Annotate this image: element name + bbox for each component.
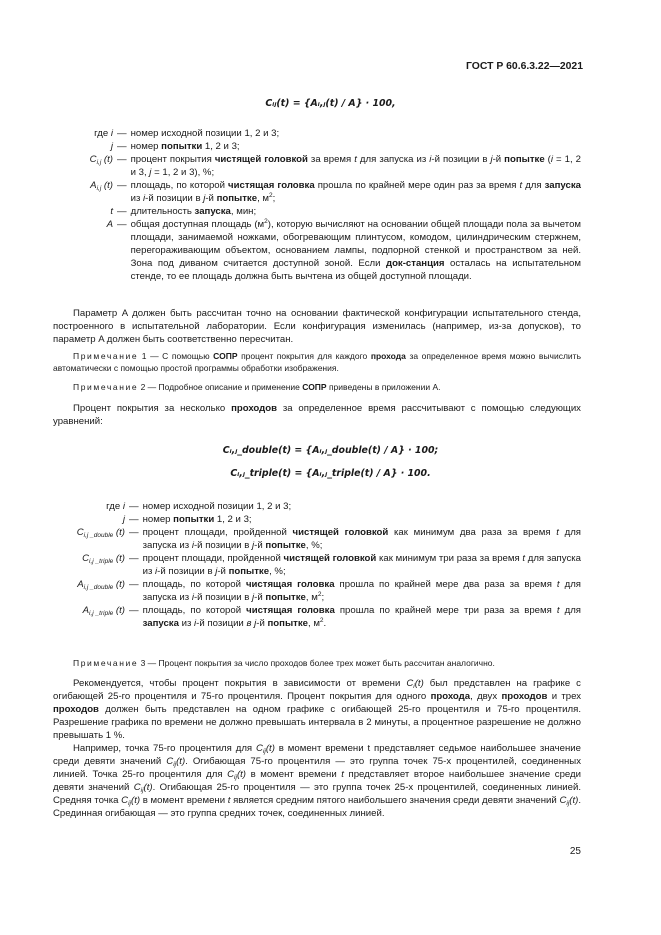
def-row-j: j — номер попытки 1, 2 и 3; [53, 513, 581, 526]
def-row-j: j — номер попытки 1, 2 и 3; [53, 140, 581, 153]
def-row-c-triple: $C_{i,j \_triple}$ (t) — процент площади, пройденной чистящей головкой как минимум три раза за время t для запуска из i-й позиции в j-й попытке, %; [82, 553, 581, 577]
def-description: площадь, по которой чистящая головка прошла по крайней мере два раза за время t для запуска из i-й позиции в j-й попытке, $м^2$; [142, 579, 581, 603]
def-symbol: A [82, 605, 90, 616]
def-row-i: где i — номер исходной позиции 1, 2 и 3; [53, 500, 581, 513]
def-description: номер исходной позиции 1, 2 и 3; [142, 501, 292, 512]
note-1: Примечание 1 — С помощью СОПР процент покрытия для каждого прохода за определенное время можно вычислить автоматически с помощью простой программы обработки изображения. [53, 351, 582, 373]
paragraph-example: Например, точка 75-го процентиля для $C_{ij}(t)$ в момент времени t представляет седьмое наибольшее значение среди девяти значений $C_{ij}(t)$. Огибающая 75-го процентиля — это группа точек 75-х процентилей, соединенных линией. Точка 25-го процентиля для $C_{ij}(t)$ в момент времени t представляет второе наибольшее значение среди девяти значений $C_{ij}(t)$. Огибающая 25-го процентиля — это группа точек 25-х процентилей, соединенных линией. Средняя точка $C_{ij}(t)$ в момент времени t является средним пятого наибольшего значения среди девяти значений $C_{ij}(t)$. Срединная огибающая — это группа средних точек, соединенных линией. [53, 743, 582, 819]
def-symbol: C [89, 154, 97, 165]
def-row-a: $A_{i,j}$ (t) — площадь, по которой чистящая головка прошла по крайней мере один раз за время t для запуска из i-й позиции в j-й попытке, $м^2$; [90, 180, 581, 204]
def-row-c-double: $C_{i,j \_double}$ (t) — процент площади, пройденной чистящей головкой как минимум два раза за время t для запуска из i-й позиции в j-й попытке, %; [76, 527, 581, 551]
def-symbol: C [82, 553, 90, 564]
where-label: где [94, 128, 109, 139]
def-row-c: $C_{i,j}$ (t) — процент покрытия чистящей головкой за время t для запуска из i-й позиции в j-й попытке (i = 1, 2 и 3, j = 1, 2 и 3), %; [89, 154, 581, 178]
def-description: номер исходной позиции 1, 2 и 3; [130, 128, 280, 139]
note-2: Примечание 2 — Подробное описание и применение СОПР приведены в приложении А. [73, 382, 441, 392]
def-symbol: j [122, 514, 125, 525]
def-symbol: i [110, 128, 113, 139]
formula-coverage-triple: Cᵢ,ⱼ_triple(t) = {Aᵢ,ⱼ_triple(t) / A} · 100. [230, 468, 431, 479]
paragraph-parameter-a: Параметр A должен быть рассчитан точно на основании фактической конфигурации испытательного стенда, построенного в испытательной лаборатории. Если конфигурация изменилась (например, из-за допусков), то параметр A должен быть соответственно пересчитан. [53, 308, 581, 345]
def-symbol: t [110, 206, 113, 217]
def-symbol: i [122, 501, 125, 512]
def-symbol: A [77, 579, 84, 590]
where-label: где [106, 501, 121, 512]
def-description: процент площади, пройденной чистящей головкой как минимум три раза за время t для запуска из i-й позиции в j-й попытке, %; [142, 553, 581, 577]
def-row-total-area: A — общая доступная площадь $(м^2)$, которую вычисляют на основании общей площади пола за вычетом площади, занимаемой ножками, обогревающим плинтусом, комодом, цилиндрическим стержнем, перегораживающим объектом, основанием лампы, подпорной стенкой и пространством за ней. Зона под диваном считается доступной зоной. Если док-станция осталась на испытательном стенде, то ее площадь должна быть вычтена из общей доступной площади. [106, 218, 581, 282]
def-symbol: A [90, 180, 97, 191]
def-description: номер попытки 1, 2 и 3; [142, 514, 252, 525]
definitions-block-2 [53, 500, 581, 630]
page-number: 25 [569, 846, 581, 857]
note-3: Примечание 3 — Процент покрытия за число проходов более трех может быть рассчитан аналогично. [73, 658, 495, 668]
def-row-t: t — длительность запуска, мин; [53, 205, 581, 218]
formula-coverage: Cᵢⱼ(t) = {Aᵢ,ⱼ(t) / A} · 100, [265, 98, 396, 109]
def-description: общая доступная площадь $(м^2)$, которую вычисляют на основании общей площади пола за вычетом площади, занимаемой ножками, обогревающим плинтусом, комодом, цилиндрическим стержнем, перегораживающим объектом, основанием лампы, подпорной стенкой и пространством за ней. Зона под диваном считается доступной зоной. Если док-станция осталась на испытательном стенде, то ее площадь должна быть вычтена из общей доступной площади. [130, 218, 581, 282]
document-header: ГОСТ Р 60.6.3.22—2021 [466, 61, 583, 72]
def-description: номер попытки 1, 2 и 3; [130, 141, 240, 152]
def-description: процент покрытия чистящей головкой за время t для запуска из i-й позиции в j-й попытке (i = 1, 2 и 3, j = 1, 2 и 3), %; [130, 154, 581, 178]
def-row-a-double: $A_{i,j \_double}$ (t) — площадь, по которой чистящая головка прошла по крайней мере два раза за время t для запуска из i-й позиции в j-й попытке, $м^2$; [77, 579, 581, 603]
formula-coverage-double: Cᵢ,ⱼ_double(t) = {Aᵢ,ⱼ_double(t) / A} · 100; [222, 445, 439, 456]
def-row-a-triple: $A_{i,j \_triple}$ (t) — площадь, по которой чистящая головка прошла по крайней мере три раза за время t для запуска из i-й позиции в j-й попытке, $м^2$. [82, 605, 581, 629]
def-description: площадь, по которой чистящая головка прошла по крайней мере три раза за время t для запуска из i-й позиции в j-й попытке, $м^2$. [142, 605, 581, 629]
def-row-i: где i — номер исходной позиции 1, 2 и 3; [53, 127, 581, 140]
paragraph-recommendation: Рекомендуется, чтобы процент покрытия в зависимости от времени $C_i(t)$ был представлен на графике с огибающей 25-го процентиля и 75-го процентиля. Процент покрытия для одного прохода, двух проходов и трех проходов должен быть представлен на одном графике с огибающей 25-го процентиля и 75-го процентиля. Разрешение графика по времени не должно превышать интервала в 2 минуты, а процентное разрешение не должно превышать 1 %. [53, 678, 582, 741]
paragraph-multiple-passes: Процент покрытия за несколько проходов за определенное время рассчитывают с помощью следующих уравнений: [53, 403, 581, 427]
def-description: процент площади, пройденной чистящей головкой как минимум два раза за время t для запуска из i-й позиции в j-й попытке, %; [142, 527, 581, 551]
def-description: длительность запуска, мин; [130, 206, 257, 217]
def-symbol: j [110, 141, 113, 152]
def-description: площадь, по которой чистящая головка прошла по крайней мере один раз за время t для запуска из i-й позиции в j-й попытке, $м^2$; [130, 180, 581, 204]
def-symbol: C [76, 527, 84, 538]
def-symbol: A [106, 219, 113, 230]
definitions-block-1 [53, 127, 581, 283]
